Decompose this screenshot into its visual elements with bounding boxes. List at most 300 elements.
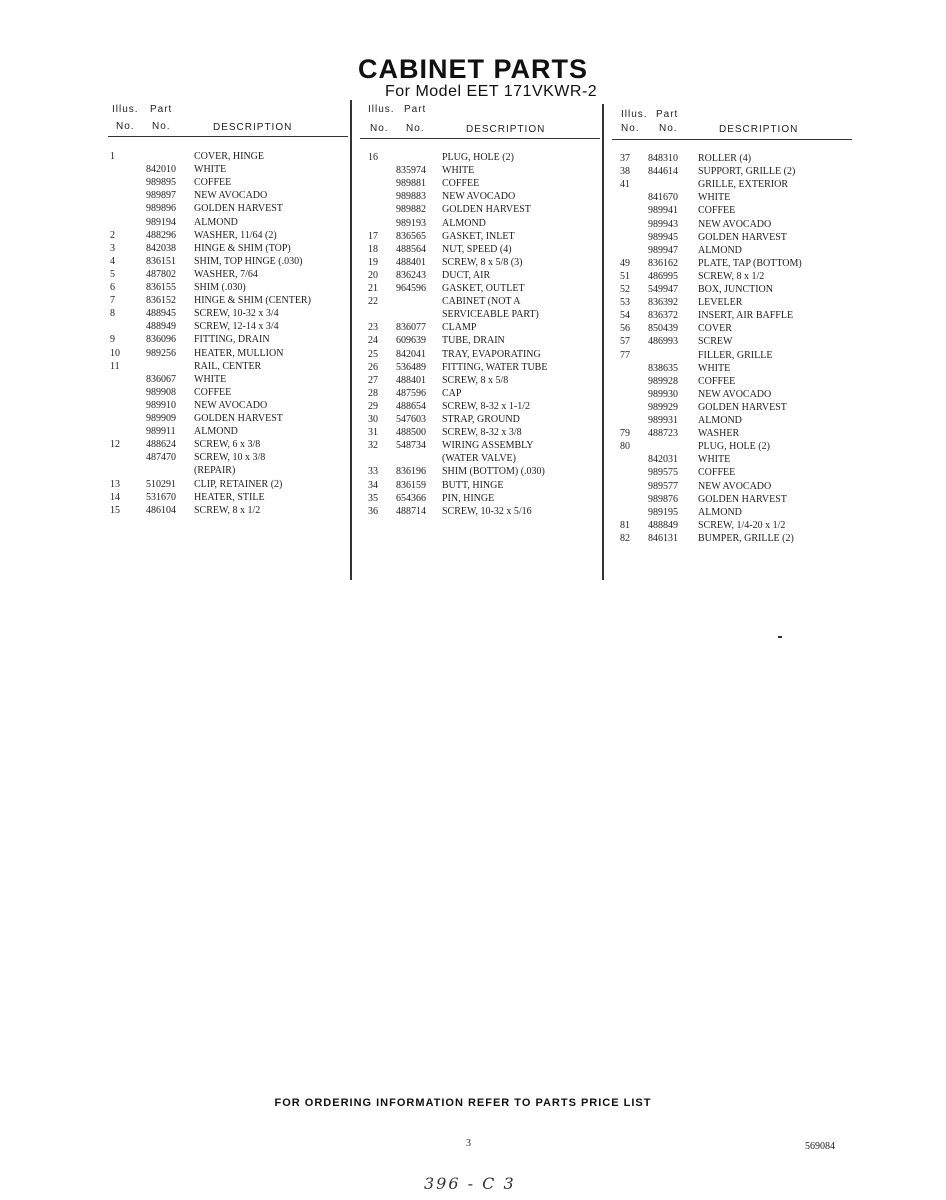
part-description: HINGE & SHIM (CENTER) [194, 295, 311, 307]
header-illus: Illus. [621, 109, 648, 120]
part-description: NEW AVOCADO [698, 218, 772, 230]
parts-row [110, 412, 340, 425]
header-illus-no: No. [621, 123, 640, 134]
part-number: 848310 [648, 153, 678, 164]
part-description: COFFEE [698, 375, 736, 387]
parts-row [620, 349, 850, 362]
part-number: 836151 [146, 255, 176, 267]
header-rule [108, 136, 348, 137]
part-number: 487596 [396, 387, 426, 399]
part-description: SCREW, 10-32 x 5/16 [442, 505, 532, 517]
part-number: 488624 [146, 439, 176, 451]
part-description: SCREW, 6 x 3/8 [194, 439, 261, 451]
parts-row [110, 189, 340, 202]
header-description: DESCRIPTION [466, 124, 546, 135]
part-number: 835974 [396, 165, 426, 177]
illus-number: 41 [620, 179, 630, 191]
illus-number: 21 [368, 283, 378, 294]
parts-row [620, 388, 850, 401]
parts-row [368, 203, 598, 216]
parts-row [110, 268, 340, 281]
part-description: (REPAIR) [194, 465, 236, 477]
illus-number: 52 [620, 284, 630, 295]
header-part-no: No. [152, 121, 171, 132]
illus-number: 37 [620, 153, 630, 164]
parts-row [368, 452, 598, 465]
parts-row [110, 425, 340, 438]
header-description: DESCRIPTION [213, 122, 293, 133]
part-number: 549947 [648, 284, 678, 295]
parts-row [110, 242, 340, 255]
part-number: 836152 [146, 295, 176, 307]
part-number: 836565 [396, 230, 426, 242]
part-description: GASKET, OUTLET [442, 283, 525, 294]
illus-number: 36 [368, 505, 378, 517]
part-number: 989931 [648, 415, 678, 426]
part-description: GRILLE, EXTERIOR [698, 179, 788, 191]
part-description: BUMPER, GRILLE (2) [698, 532, 794, 544]
parts-row [620, 257, 850, 270]
parts-row [368, 177, 598, 190]
parts-row [620, 440, 850, 453]
part-number: 989943 [648, 218, 678, 230]
illus-number: 4 [110, 255, 115, 267]
part-number: 488654 [396, 400, 426, 412]
parts-row [368, 190, 598, 203]
illus-number: 56 [620, 323, 630, 335]
parts-row [620, 309, 850, 322]
part-number: 989256 [146, 347, 176, 359]
parts-row [620, 218, 850, 231]
part-description: STRAP, GROUND [442, 414, 520, 425]
part-description: NEW AVOCADO [194, 399, 268, 411]
parts-row [620, 506, 850, 519]
part-number: 989947 [648, 244, 678, 256]
part-number: 836392 [648, 297, 678, 309]
parts-row [620, 480, 850, 493]
parts-row [368, 164, 598, 177]
illus-number: 38 [620, 166, 630, 178]
part-description: CLIP, RETAINER (2) [194, 478, 283, 490]
illus-number: 82 [620, 532, 630, 544]
parts-row [110, 360, 340, 373]
parts-row [110, 307, 340, 320]
part-number: 844614 [648, 166, 678, 178]
illus-number: 12 [110, 439, 120, 451]
parts-row [110, 333, 340, 346]
part-number: 510291 [146, 478, 176, 490]
parts-row [620, 322, 850, 335]
illus-number: 27 [368, 374, 378, 386]
model-subtitle: For Model EET 171VKWR-2 [385, 83, 598, 100]
part-description: WASHER, 11/64 (2) [194, 229, 277, 241]
part-number: 989908 [146, 386, 176, 398]
part-description: COFFEE [194, 386, 232, 398]
parts-row [620, 165, 850, 178]
parts-row [368, 387, 598, 400]
parts-row [620, 427, 850, 440]
parts-row [620, 362, 850, 375]
parts-row [620, 244, 850, 257]
illus-number: 3 [110, 242, 115, 254]
parts-row [620, 270, 850, 283]
part-description: SHIM (BOTTOM) (.030) [442, 466, 545, 478]
part-description: ALMOND [194, 216, 238, 228]
illus-number: 32 [368, 440, 378, 452]
parts-row [368, 492, 598, 505]
part-number: 841670 [648, 192, 678, 204]
part-description: SCREW [698, 336, 733, 348]
part-number: 486104 [146, 504, 176, 516]
illus-number: 29 [368, 400, 378, 412]
part-number: 964596 [396, 283, 426, 294]
part-description: NUT, SPEED (4) [442, 243, 512, 255]
parts-row [110, 229, 340, 242]
parts-row [368, 256, 598, 269]
header-illus: Illus. [368, 104, 395, 115]
illus-number: 54 [620, 310, 630, 322]
parts-row [620, 152, 850, 165]
illus-number: 14 [110, 491, 120, 503]
parts-row [110, 281, 340, 294]
parts-row [368, 413, 598, 426]
part-description: PLUG, HOLE (2) [698, 441, 770, 453]
part-number: 989929 [648, 401, 678, 413]
part-description: SUPPORT, GRILLE (2) [698, 166, 796, 178]
illus-number: 9 [110, 334, 115, 346]
parts-row [110, 373, 340, 386]
parts-row [368, 321, 598, 334]
part-description: GOLDEN HARVEST [194, 413, 283, 424]
illus-number: 2 [110, 229, 115, 241]
page-title: CABINET PARTS [357, 54, 588, 84]
part-number: 548734 [396, 440, 426, 452]
stray-mark [778, 636, 782, 638]
header-illus-no: No. [116, 121, 135, 132]
part-description: GOLDEN HARVEST [698, 401, 787, 413]
illus-number: 34 [368, 479, 378, 491]
header-rule [360, 138, 600, 139]
parts-row [110, 399, 340, 412]
part-description: TRAY, EVAPORATING [442, 348, 541, 360]
part-description: (WATER VALVE) [442, 453, 516, 465]
part-number: 989945 [648, 231, 678, 243]
parts-row [110, 451, 340, 464]
header-description: DESCRIPTION [719, 124, 799, 135]
parts-row [368, 400, 598, 413]
part-description: WHITE [194, 373, 227, 385]
part-description: WASHER [698, 428, 740, 440]
part-number: 488714 [396, 505, 426, 517]
part-number: 487470 [146, 452, 176, 464]
parts-row [368, 217, 598, 230]
column-divider [350, 100, 352, 580]
part-description: HINGE & SHIM (TOP) [194, 242, 291, 254]
illus-number: 49 [620, 257, 630, 269]
parts-row [368, 348, 598, 361]
illus-number: 7 [110, 295, 115, 307]
part-number: 488949 [146, 321, 176, 333]
column-divider [602, 104, 604, 580]
part-description: NEW AVOCADO [698, 388, 772, 400]
part-description: SCREW, 8 x 1/2 [698, 270, 765, 282]
parts-row [620, 191, 850, 204]
part-description: CAP [442, 387, 462, 399]
part-description: COVER [698, 323, 732, 335]
parts-row [368, 426, 598, 439]
parts-row [368, 334, 598, 347]
part-number: 836372 [648, 310, 678, 322]
part-description: SCREW, 10-32 x 3/4 [194, 308, 279, 320]
illus-number: 6 [110, 282, 115, 293]
part-number: 836159 [396, 479, 426, 491]
part-number: 488945 [146, 308, 176, 320]
parts-row [110, 150, 340, 163]
header-part: Part [656, 109, 679, 120]
part-number: 850439 [648, 323, 678, 335]
part-number: 989194 [146, 216, 176, 228]
part-description: PIN, HINGE [442, 492, 495, 504]
illus-number: 23 [368, 322, 378, 334]
part-description: SCREW, 8 x 1/2 [194, 504, 261, 516]
part-description: FITTING, WATER TUBE [442, 361, 548, 373]
part-number: 989896 [146, 203, 176, 215]
part-number: 989883 [396, 191, 426, 203]
part-description: SCREW, 10 x 3/8 [194, 452, 266, 464]
part-description: GASKET, INLET [442, 230, 515, 242]
part-number: 842010 [146, 164, 176, 176]
part-description: LEVELER [698, 297, 743, 309]
parts-row [110, 216, 340, 229]
parts-row [620, 204, 850, 217]
part-description: WHITE [194, 164, 227, 176]
part-description: RAIL, CENTER [194, 360, 262, 372]
illus-number: 22 [368, 296, 378, 308]
part-description: FILLER, GRILLE [698, 349, 773, 361]
part-number: 989910 [146, 399, 176, 411]
part-number: 488401 [396, 256, 426, 268]
parts-row [620, 414, 850, 427]
part-description: GOLDEN HARVEST [194, 203, 283, 215]
part-number: 846131 [648, 532, 678, 544]
illus-number: 16 [368, 152, 378, 163]
part-description: WHITE [698, 362, 731, 374]
header-part-no: No. [659, 123, 678, 134]
page-number: 3 [466, 1138, 471, 1149]
part-description: SCREW, 1/4-20 x 1/2 [698, 519, 786, 531]
illus-number: 33 [368, 466, 378, 478]
part-description: HEATER, STILE [194, 491, 265, 503]
part-number: 838635 [648, 362, 678, 374]
illus-number: 53 [620, 297, 630, 309]
parts-row [110, 202, 340, 215]
part-description: ALMOND [698, 415, 742, 426]
parts-row [368, 230, 598, 243]
parts-row [620, 178, 850, 191]
illus-number: 8 [110, 308, 115, 320]
part-description: COVER, HINGE [194, 151, 264, 162]
illus-number: 19 [368, 256, 378, 268]
parts-row [110, 163, 340, 176]
part-description: COFFEE [442, 178, 480, 190]
part-description: WHITE [698, 192, 731, 204]
parts-row [620, 466, 850, 479]
part-number: 488564 [396, 243, 426, 255]
part-number: 547603 [396, 414, 426, 425]
parts-row [110, 255, 340, 268]
header-illus-no: No. [370, 123, 389, 134]
illus-number: 57 [620, 336, 630, 348]
parts-row [368, 282, 598, 295]
header-illus: Illus. [112, 104, 139, 115]
illus-number: 28 [368, 387, 378, 399]
part-description: NEW AVOCADO [698, 480, 772, 492]
part-number: 488849 [648, 519, 678, 531]
parts-row [620, 296, 850, 309]
illus-number: 18 [368, 243, 378, 255]
part-description: SHIM (.030) [194, 282, 246, 293]
part-description: ALMOND [698, 244, 742, 256]
parts-row [368, 465, 598, 478]
illus-number: 1 [110, 151, 115, 162]
document-number: 569084 [805, 1141, 835, 1152]
part-number: 989575 [648, 467, 678, 479]
part-number: 989928 [648, 375, 678, 387]
part-description: COFFEE [698, 205, 736, 217]
parts-row [368, 439, 598, 452]
illus-number: 15 [110, 504, 120, 516]
parts-row [110, 347, 340, 360]
part-description: CLAMP [442, 322, 477, 334]
parts-row [368, 295, 598, 308]
illus-number: 5 [110, 268, 115, 280]
part-number: 654366 [396, 492, 426, 504]
part-number: 531670 [146, 491, 176, 503]
part-description: WASHER, 7/64 [194, 268, 258, 280]
illus-number: 81 [620, 519, 630, 531]
illus-number: 20 [368, 269, 378, 281]
part-description: WIRING ASSEMBLY [442, 440, 534, 452]
part-number: 989930 [648, 388, 678, 400]
part-number: 989897 [146, 190, 176, 202]
part-description: INSERT, AIR BAFFLE [698, 310, 794, 322]
illus-number: 51 [620, 270, 630, 282]
parts-row [368, 308, 598, 321]
parts-row [110, 176, 340, 189]
part-description: HEATER, MULLION [194, 347, 284, 359]
part-description: COFFEE [698, 467, 736, 479]
part-number: 989941 [648, 205, 678, 217]
part-description: BUTT, HINGE [442, 479, 504, 491]
part-number: 487802 [146, 268, 176, 280]
part-number: 989895 [146, 177, 176, 189]
illus-number: 25 [368, 348, 378, 360]
part-description: WHITE [698, 454, 731, 466]
part-description: NEW AVOCADO [194, 190, 268, 202]
parts-row [368, 374, 598, 387]
header-part-no: No. [406, 123, 425, 134]
part-description: ALMOND [194, 426, 238, 438]
part-description: ALMOND [442, 217, 486, 229]
part-number: 989911 [146, 426, 176, 438]
part-number: 836155 [146, 282, 176, 293]
parts-row [620, 231, 850, 244]
part-number: 842041 [396, 348, 426, 360]
part-number: 836067 [146, 373, 176, 385]
part-number: 836243 [396, 269, 426, 281]
parts-row [620, 493, 850, 506]
part-description: SCREW, 8 x 5/8 (3) [442, 256, 523, 268]
header-rule [612, 139, 852, 140]
part-description: SCREW, 8-32 x 1-1/2 [442, 400, 530, 412]
illus-number: 77 [620, 349, 630, 361]
part-number: 842031 [648, 454, 678, 466]
header-part: Part [150, 104, 173, 115]
part-number: 989876 [648, 493, 678, 505]
parts-row [620, 401, 850, 414]
part-description: SERVICEABLE PART) [442, 309, 539, 321]
part-number: 488296 [146, 229, 176, 241]
part-number: 836162 [648, 257, 678, 269]
parts-row [368, 361, 598, 374]
illus-number: 13 [110, 478, 120, 490]
part-number: 488500 [396, 427, 426, 439]
parts-row [368, 151, 598, 164]
parts-row [620, 519, 850, 532]
parts-row [620, 283, 850, 296]
part-number: 989909 [146, 413, 176, 424]
parts-row [368, 269, 598, 282]
part-description: SCREW, 8-32 x 3/8 [442, 427, 522, 439]
part-number: 989882 [396, 204, 426, 216]
part-description: CABINET (NOT A [442, 296, 521, 308]
illus-number: 80 [620, 441, 630, 453]
parts-row [110, 438, 340, 451]
part-number: 836096 [146, 334, 176, 346]
illus-number: 26 [368, 361, 378, 373]
part-number: 989881 [396, 178, 426, 190]
parts-row [110, 504, 340, 517]
part-description: DUCT, AIR [442, 269, 491, 281]
parts-row [368, 243, 598, 256]
illus-number: 35 [368, 492, 378, 504]
parts-row [110, 464, 340, 477]
part-description: PLUG, HOLE (2) [442, 152, 514, 163]
illus-number: 24 [368, 335, 378, 347]
handwritten-note: 396 - C 3 [424, 1174, 516, 1193]
part-number: 486995 [648, 270, 678, 282]
part-number: 989577 [648, 480, 678, 492]
part-description: ALMOND [698, 506, 742, 518]
part-description: ROLLER (4) [698, 153, 752, 164]
parts-row [110, 320, 340, 333]
illus-number: 31 [368, 427, 378, 439]
parts-row [368, 505, 598, 518]
parts-row [110, 491, 340, 504]
parts-row [620, 532, 850, 545]
part-description: GOLDEN HARVEST [698, 493, 787, 505]
illus-number: 30 [368, 414, 378, 425]
part-number: 836077 [396, 322, 426, 334]
part-description: PLATE, TAP (BOTTOM) [698, 257, 802, 269]
parts-row [368, 479, 598, 492]
part-description: WHITE [442, 165, 475, 177]
part-description: GOLDEN HARVEST [442, 204, 531, 216]
parts-row [110, 478, 340, 491]
part-number: 536489 [396, 361, 426, 373]
part-number: 609639 [396, 335, 426, 347]
part-number: 842038 [146, 242, 176, 254]
